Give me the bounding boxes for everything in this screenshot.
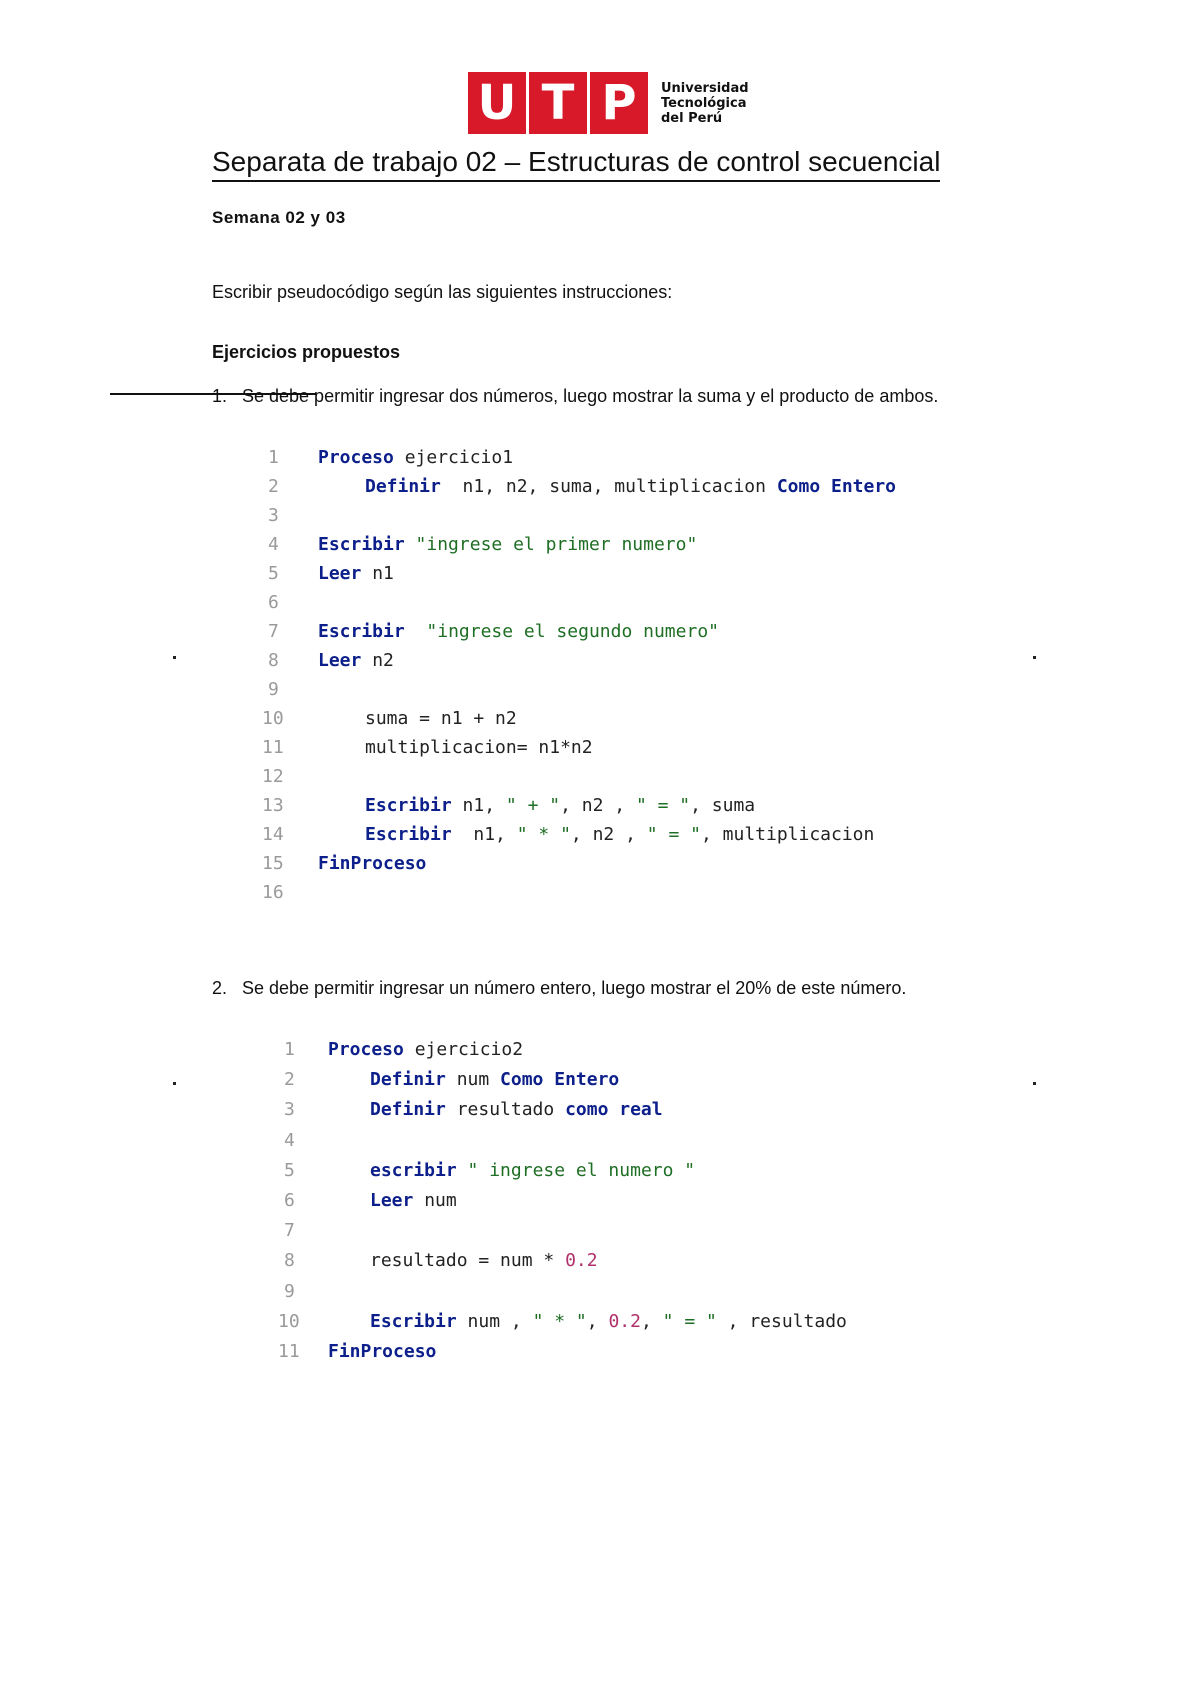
line-number: 2 <box>284 1069 295 1091</box>
code-token: Definir <box>365 476 441 497</box>
line-number: 5 <box>284 1159 295 1181</box>
logo-letter-u: U <box>468 72 526 134</box>
exercise-1-statement <box>212 386 938 407</box>
line-number: 10 <box>278 1310 300 1332</box>
code-token: , n2 , <box>560 795 636 816</box>
line-number: 8 <box>268 650 279 671</box>
page-dot <box>1033 656 1036 659</box>
code-token: num <box>413 1190 457 1211</box>
exercise-2-text: Se debe permitir ingresar un número entero, luego mostrar el 20% de este número. <box>242 978 907 998</box>
code-text <box>370 1096 663 1124</box>
code-token: n1, n2, suma, multiplicacion <box>440 476 777 497</box>
line-number: 6 <box>284 1190 295 1211</box>
code-token: , n2 , <box>570 824 647 845</box>
page-dot <box>1033 1082 1036 1085</box>
code-token: resultado <box>445 1099 566 1121</box>
logo-letter-t: T <box>529 72 587 134</box>
code-token: Definir <box>370 1069 446 1091</box>
line-number: 7 <box>268 621 279 642</box>
line-number: 4 <box>284 1129 295 1151</box>
page-dot <box>173 1082 176 1085</box>
code-text <box>370 1187 457 1215</box>
code-text <box>318 444 513 472</box>
code-token: Escribir <box>370 1310 457 1332</box>
line-number: 1 <box>268 447 279 468</box>
logo-name-line-1: Universidad <box>661 80 749 96</box>
line-number: 9 <box>284 1280 295 1302</box>
line-number: 3 <box>268 505 279 526</box>
code-token: , resultado <box>716 1310 847 1332</box>
code-text <box>318 531 697 559</box>
code-text <box>370 1308 847 1336</box>
document-title: Separata de trabajo 02 – Estructuras de control secuencial <box>212 146 940 182</box>
line-number: 12 <box>262 766 284 787</box>
line-number: 5 <box>268 563 279 584</box>
code-token: Leer <box>318 650 362 671</box>
logo-name-line-3: del Perú <box>661 110 723 126</box>
code-token: num <box>445 1069 501 1091</box>
code-token: n2 <box>361 650 394 671</box>
logo-letter-p: P <box>590 72 648 134</box>
code-token: " + " <box>505 795 561 816</box>
line-number: 13 <box>262 795 284 816</box>
code-token: FinProceso <box>328 1341 437 1362</box>
code-text <box>318 618 719 646</box>
code-token: " * " <box>516 824 571 845</box>
line-number: 14 <box>262 824 284 845</box>
line-number: 16 <box>262 882 284 903</box>
code-token: Definir <box>370 1099 446 1121</box>
code-token: , <box>640 1310 663 1332</box>
week-label: Semana 02 y 03 <box>212 208 346 227</box>
intro-text: Escribir pseudocódigo según las siguientes instrucciones: <box>212 282 673 302</box>
code-text <box>365 705 517 733</box>
code-token: Proceso <box>328 1039 404 1060</box>
code-token: n1, <box>451 824 517 845</box>
line-number: 7 <box>284 1220 295 1242</box>
code-token <box>405 534 416 555</box>
code-token: num , <box>456 1310 533 1332</box>
code-token: " * " <box>532 1310 587 1332</box>
code-token: Escribir <box>318 534 405 555</box>
code-token: suma = n1 + n2 <box>365 708 517 729</box>
exercise-2-number: 2. <box>212 978 228 998</box>
line-number: 3 <box>284 1099 295 1121</box>
code-text <box>318 850 426 878</box>
line-number: 15 <box>262 853 284 874</box>
line-number: 11 <box>278 1341 300 1362</box>
line-number: 10 <box>262 708 284 729</box>
code-token: " = " <box>662 1310 717 1332</box>
code-token: ejercicio2 <box>403 1039 524 1060</box>
code-token: ejercicio1 <box>393 447 514 468</box>
code-token: resultado = num * <box>370 1250 566 1272</box>
code-token: " ingrese el numero " <box>467 1159 696 1181</box>
page-dot <box>173 656 176 659</box>
code-token: como real <box>565 1099 663 1121</box>
code-token: n1, <box>451 795 506 816</box>
code-token <box>457 1160 468 1181</box>
code-text <box>370 1157 695 1185</box>
line-number: 8 <box>284 1250 295 1272</box>
code-token: Proceso <box>318 447 394 468</box>
utp-logo <box>468 72 749 134</box>
line-number: 9 <box>268 679 279 700</box>
line-number: 2 <box>268 476 279 497</box>
code-text <box>318 647 394 675</box>
code-text <box>370 1247 598 1275</box>
code-token: multiplicacion= n1*n2 <box>365 737 593 758</box>
code-token: Escribir <box>318 621 405 642</box>
exercise-1-number: 1. <box>212 386 228 406</box>
code-text <box>328 1338 436 1366</box>
code-token: Leer <box>370 1190 414 1211</box>
line-number: 4 <box>268 534 279 555</box>
line-number: 1 <box>284 1039 295 1060</box>
code-token: " = " <box>635 795 691 816</box>
exercise-2-statement <box>212 978 906 999</box>
code-token: Escribir <box>365 795 452 816</box>
code-text <box>365 821 874 849</box>
code-token: Como Entero <box>500 1069 620 1091</box>
code-token: escribir <box>370 1159 457 1181</box>
code-token: Escribir <box>365 824 452 845</box>
line-number: 11 <box>262 737 284 758</box>
code-token: 0.2 <box>565 1250 598 1272</box>
exercise-1-text: Se debe permitir ingresar dos números, luego mostrar la suma y el producto de ambos. <box>242 386 939 406</box>
code-token: , <box>586 1310 609 1332</box>
logo-name-line-2: Tecnológica <box>661 95 747 111</box>
exercises-heading: Ejercicios propuestos <box>212 342 401 362</box>
line-number: 6 <box>268 592 279 613</box>
code-token: Como Entero <box>776 476 897 497</box>
code-text <box>328 1036 523 1064</box>
code-token: Leer <box>318 563 362 584</box>
code-token: " = " <box>646 824 701 845</box>
code-text <box>318 560 394 588</box>
code-token: "ingrese el primer numero" <box>415 534 698 555</box>
code-token: n1 <box>361 563 394 584</box>
code-text <box>370 1066 619 1094</box>
code-token <box>405 621 427 642</box>
code-token: , multiplicacion <box>700 824 875 845</box>
code-token: FinProceso <box>318 853 427 874</box>
logo-university-name <box>661 81 749 126</box>
code-text <box>365 792 755 820</box>
code-token: "ingrese el segundo numero" <box>426 621 719 642</box>
code-token: , suma <box>690 795 756 816</box>
code-text <box>365 734 593 762</box>
code-text <box>365 473 896 501</box>
code-token: 0.2 <box>608 1310 641 1332</box>
